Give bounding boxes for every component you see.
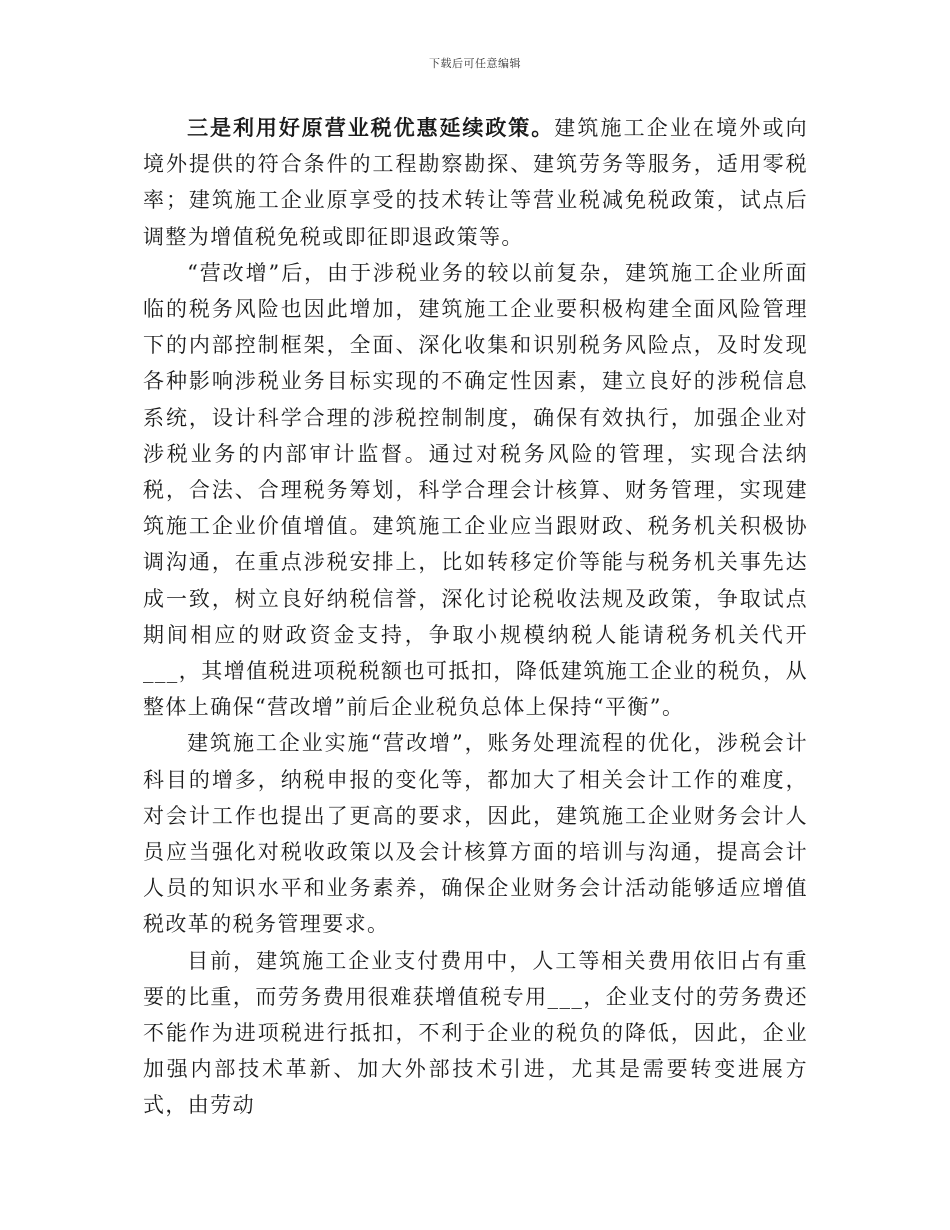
paragraph-accounting-training — [143, 725, 808, 942]
paragraph-policy — [143, 110, 808, 255]
paragraph-risk-management — [143, 255, 808, 726]
page-header: 下载后可任意编辑 — [429, 57, 521, 70]
paragraph-text: “营改增”后，由于涉税业务的较以前复杂，建筑施工企业所面临的税务风险也因此增加，建筑施工企业要积极构建全面风险管理下的内部控制框架，全面、深化收集和识别税务风险点，及时发现各种影响涉税业务目标实现的不确定性因素，建立良好的涉税信息系统，设计科学合理的涉税控制制度，确保有效执行，加强企业对涉税业务的内部审计监督。通过对税务风险的管理，实现合法纳税，合法、合理税务筹划，科学合理会计核算、财务管理，实现建筑施工企业价值增值。建筑施工企业应当跟财政、税务机关积极协调沟通，在重点涉税安排上，比如转移定价等能与税务机关事先达成一致，树立良好纳税信誉，深化讨论税收法规及政策，争取试点期间相应的财政资金支持，争取小规模纳税人能请税务机关代开___，其增值税进项税税额也可抵扣，降低建筑施工企业的税负，从整体上确保“营改增”前后企业税负总体上保持“平衡”。 — [143, 260, 808, 720]
paragraph-lead-heading: 三是利用好原营业税优惠延续政策。 — [187, 115, 555, 140]
paragraph-labor-costs — [143, 943, 808, 1124]
paragraph-text: 目前，建筑施工企业支付费用中，人工等相关费用依旧占有重要的比重，而劳务费用很难获增值税专用___，企业支付的劳务费还不能作为进项税进行抵扣，不利于企业的税负的降低，因此，企业加强内部技术革新、加大外部技术引进，尤其是需要转变进展方式，由劳动 — [143, 948, 808, 1118]
paragraph-text: 建筑施工企业实施“营改增”，账务处理流程的优化，涉税会计科目的增多，纳税申报的变化等，都加大了相关会计工作的难度，对会计工作也提出了更高的要求，因此，建筑施工企业财务会计人员应当强化对税收政策以及会计核算方面的培训与沟通，提高会计人员的知识水平和业务素养，确保企业财务会计活动能够适应增值税改革的税务管理要求。 — [143, 731, 808, 937]
paragraph-text: 建筑施工企业在境外或向境外提供的符合条件的工程勘察勘探、建筑劳务等服务，适用零税率；建筑施工企业原享受的技术转让等营业税减免税政策，试点后调整为增值税免税或即征即退政策等。 — [143, 116, 808, 249]
document-body — [143, 110, 808, 1124]
